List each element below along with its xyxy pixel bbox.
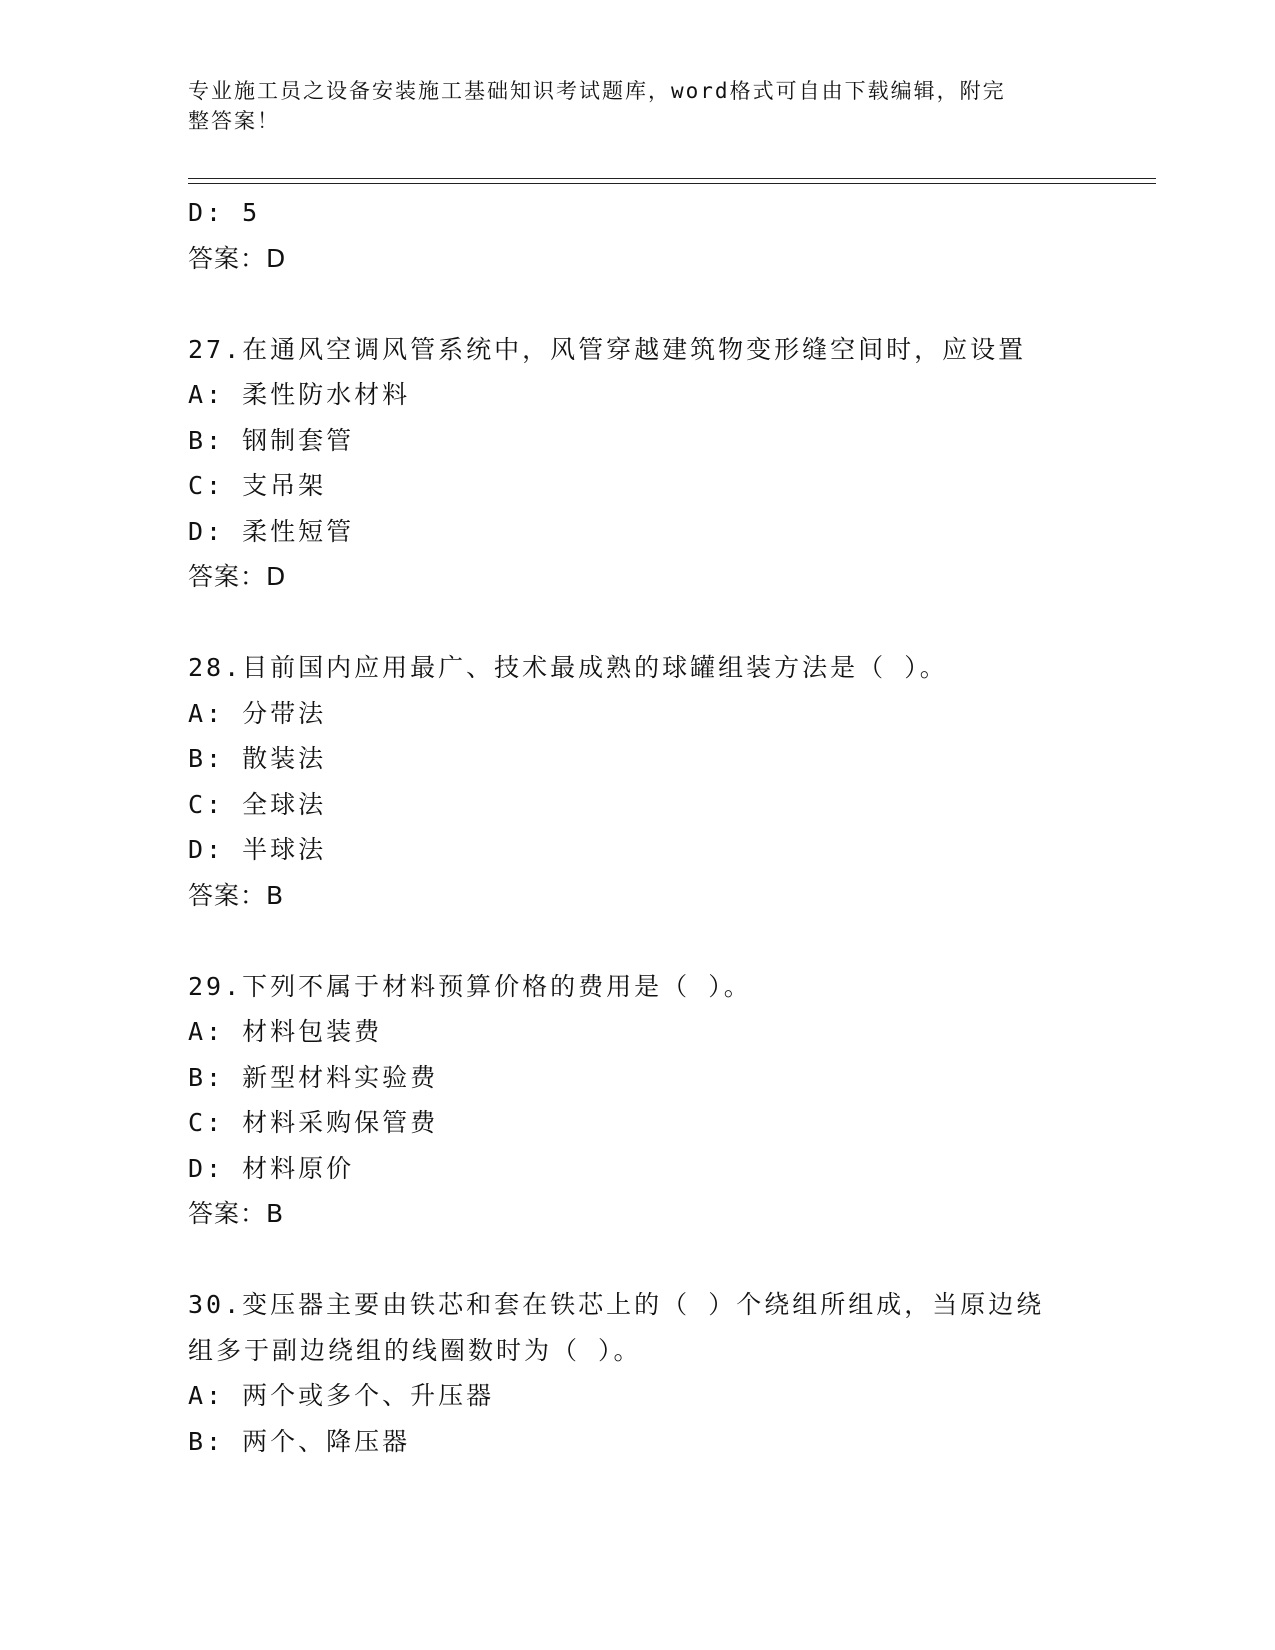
question-stem-30-line-2: 组多于副边绕组的线圈数时为（ ）。 [188,1335,642,1365]
question-stem-28: 28.目前国内应用最广、技术最成熟的球罐组装方法是（ ）。 [188,653,948,682]
header-divider-top [188,178,1156,179]
option-b: B: 钢制套管 [188,425,355,455]
answer-text: 答案：D [188,243,287,273]
question-stem-27: 27.在通风空调风管系统中，风管穿越建筑物变形缝空间时，应设置 [188,334,1027,364]
option-c: C: 全球法 [188,789,327,819]
header-line-2: 整答案！ [188,109,280,133]
answer-text: 答案：D [188,562,287,591]
option-b: B: 新型材料实验费 [188,1062,439,1092]
header-line-1: 专业施工员之设备安装施工基础知识考试题库，word格式可自由下载编辑，附完 [188,79,1006,103]
header-divider-bottom [188,183,1156,184]
question-stem-29: 29.下列不属于材料预算价格的费用是（ ）。 [188,971,752,1001]
option-a: A: 分带法 [188,698,327,728]
option-d: D: 材料原价 [188,1153,355,1183]
option-d: D: 5 [188,198,261,227]
document-header [188,76,1068,136]
spacer [188,281,1088,327]
answer-line [188,236,1088,282]
answer-line [188,554,1088,600]
option-a: A: 柔性防水材料 [188,380,411,409]
question-stem-30-line-1: 30.变压器主要由铁芯和套在铁芯上的（ ）个绕组所组成，当原边绕 [188,1290,1045,1319]
option-c: C: 材料采购保管费 [188,1108,439,1137]
question-list [188,190,1088,1464]
answer-text: 答案：B [188,1199,285,1228]
spacer [188,600,1088,646]
answer-line [188,873,1088,919]
spacer [188,1237,1088,1283]
option-a: A: 材料包装费 [188,1017,383,1046]
option-d: D: 柔性短管 [188,516,355,546]
answer-text: 答案：B [188,880,285,910]
spacer [188,918,1088,964]
option-b: B: 两个、降压器 [188,1426,411,1456]
option-d: D: 半球法 [188,835,327,864]
option-b: B: 散装法 [188,744,327,773]
option-c: C: 支吊架 [188,471,327,500]
answer-line [188,1191,1088,1237]
option-a: A: 两个或多个、升压器 [188,1381,495,1410]
